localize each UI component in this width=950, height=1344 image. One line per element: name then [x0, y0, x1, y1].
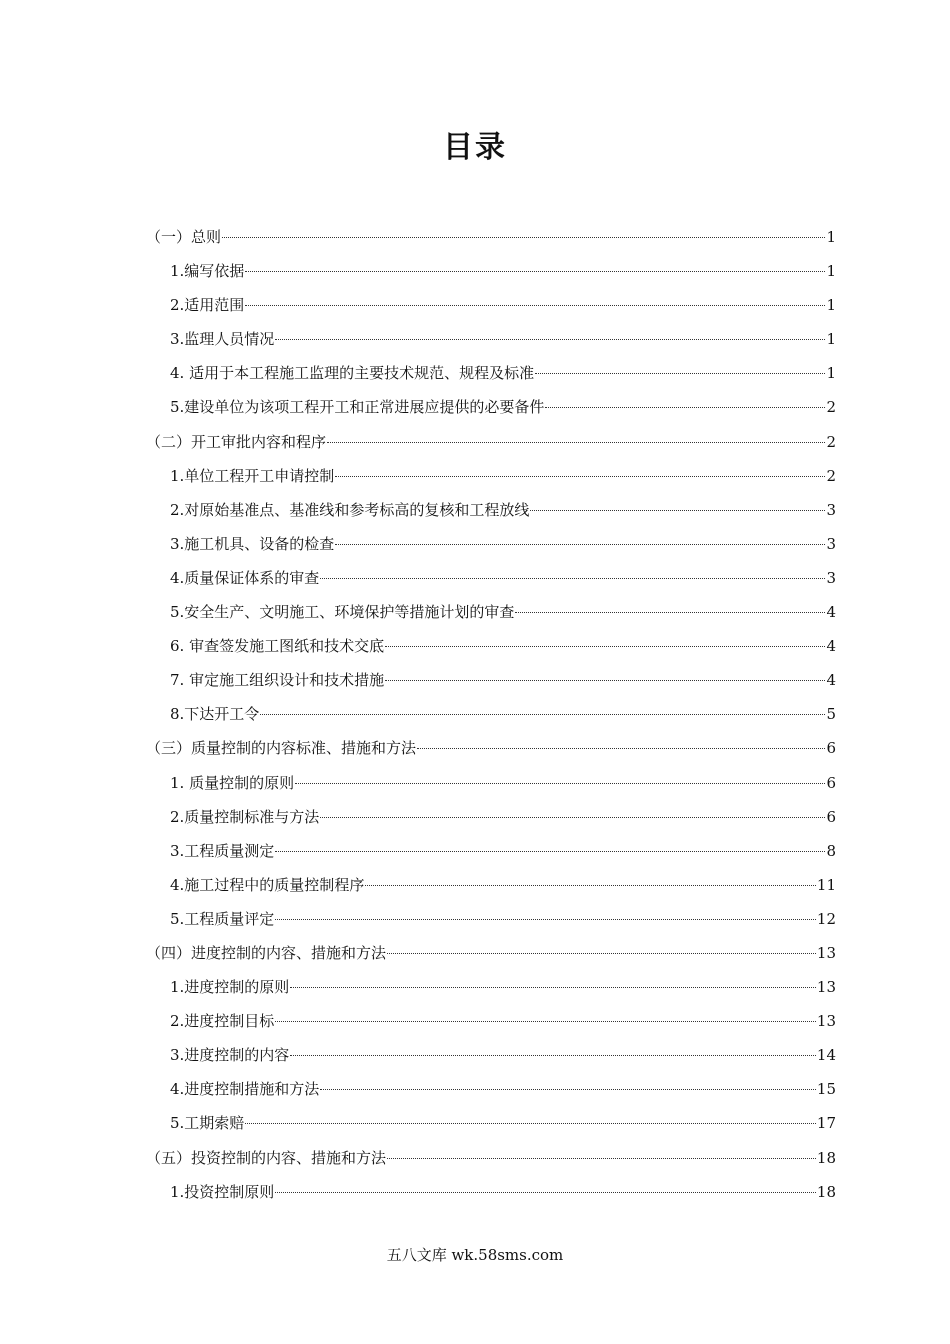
- toc-page-number: 13: [816, 943, 836, 962]
- toc-dot-leader: [290, 1055, 816, 1056]
- toc-section-entry[interactable]: [146, 938, 836, 972]
- toc-page-number: 13: [816, 1012, 836, 1031]
- toc-entry-label: 2.质量控制标准与方法: [170, 807, 320, 826]
- toc-subsection-entry[interactable]: [146, 1074, 836, 1108]
- table-of-contents: [146, 222, 836, 1211]
- toc-dot-leader: [515, 612, 825, 613]
- toc-dot-leader: [387, 1158, 816, 1159]
- toc-dot-leader: [245, 1123, 816, 1124]
- toc-subsection-entry[interactable]: [146, 836, 836, 870]
- toc-entry-label: 2.适用范围: [170, 296, 245, 315]
- toc-dot-leader: [335, 544, 825, 545]
- toc-section-entry[interactable]: [146, 222, 836, 256]
- toc-page-number: 5: [826, 705, 836, 724]
- toc-subsection-entry[interactable]: [146, 597, 836, 631]
- toc-dot-leader: [387, 953, 816, 954]
- toc-page-number: 18: [816, 1182, 836, 1201]
- toc-dot-leader: [417, 748, 825, 749]
- toc-subsection-entry[interactable]: [146, 1006, 836, 1040]
- toc-page-number: 4: [826, 637, 836, 656]
- toc-dot-leader: [222, 237, 825, 238]
- toc-dot-leader: [245, 305, 825, 306]
- toc-page-number: 6: [826, 773, 836, 792]
- toc-subsection-entry[interactable]: [146, 699, 836, 733]
- toc-dot-leader: [275, 1021, 816, 1022]
- toc-page-number: 1: [826, 330, 836, 349]
- toc-subsection-entry[interactable]: [146, 392, 836, 426]
- toc-subsection-entry[interactable]: [146, 802, 836, 836]
- toc-section-entry[interactable]: [146, 427, 836, 461]
- toc-page-number: 3: [826, 500, 836, 519]
- toc-entry-label: 1.编写依据: [170, 262, 245, 281]
- toc-page-number: 1: [826, 364, 836, 383]
- toc-page-number: 12: [816, 909, 836, 928]
- toc-dot-leader: [327, 442, 825, 443]
- toc-subsection-entry[interactable]: [146, 290, 836, 324]
- page-title: 目录: [443, 130, 507, 165]
- toc-page-number: 4: [826, 671, 836, 690]
- toc-entry-label: 2.对原始基准点、基准线和参考标高的复核和工程放线: [170, 500, 530, 519]
- toc-page-number: 1: [826, 296, 836, 315]
- toc-dot-leader: [275, 851, 825, 852]
- footer-text: 五八文库 wk.58sms.com: [386, 1246, 564, 1264]
- toc-entry-label: 4.质量保证体系的审查: [170, 568, 320, 587]
- toc-page-number: 6: [826, 739, 836, 758]
- toc-page-number: 11: [816, 875, 836, 894]
- toc-dot-leader: [385, 680, 825, 681]
- toc-entry-label: 8.下达开工令: [170, 705, 260, 724]
- toc-section-entry[interactable]: [146, 1143, 836, 1177]
- toc-entry-label: 1. 质量控制的原则: [170, 773, 295, 792]
- toc-entry-label: 4. 适用于本工程施工监理的主要技术规范、规程及标准: [170, 364, 535, 383]
- toc-entry-label: 5.工期索赔: [170, 1114, 245, 1133]
- toc-entry-label: 2.进度控制目标: [170, 1012, 275, 1031]
- toc-dot-leader: [365, 885, 816, 886]
- toc-subsection-entry[interactable]: [146, 324, 836, 358]
- toc-dot-leader: [275, 1192, 816, 1193]
- toc-entry-label: 3.施工机具、设备的检查: [170, 534, 335, 553]
- toc-subsection-entry[interactable]: [146, 256, 836, 290]
- toc-page-number: 17: [816, 1114, 836, 1133]
- toc-dot-leader: [290, 987, 816, 988]
- toc-subsection-entry[interactable]: [146, 495, 836, 529]
- toc-page-number: 18: [816, 1148, 836, 1167]
- toc-subsection-entry[interactable]: [146, 972, 836, 1006]
- toc-entry-label: 4.施工过程中的质量控制程序: [170, 875, 365, 894]
- toc-entry-label: 6. 审查签发施工图纸和技术交底: [170, 637, 385, 656]
- toc-entry-label: 3.工程质量测定: [170, 841, 275, 860]
- toc-section-entry[interactable]: [146, 733, 836, 767]
- toc-dot-leader: [295, 783, 825, 784]
- toc-entry-label: （一）总则: [146, 228, 222, 246]
- toc-entry-label: 1.进度控制的原则: [170, 978, 290, 997]
- toc-dot-leader: [545, 407, 825, 408]
- toc-dot-leader: [530, 510, 825, 511]
- toc-entry-label: 5.工程质量评定: [170, 909, 275, 928]
- toc-subsection-entry[interactable]: [146, 1108, 836, 1142]
- toc-subsection-entry[interactable]: [146, 665, 836, 699]
- toc-subsection-entry[interactable]: [146, 1040, 836, 1074]
- toc-subsection-entry[interactable]: [146, 563, 836, 597]
- toc-entry-label: 4.进度控制措施和方法: [170, 1080, 320, 1099]
- toc-subsection-entry[interactable]: [146, 870, 836, 904]
- toc-subsection-entry[interactable]: [146, 529, 836, 563]
- toc-entry-label: 1.投资控制原则: [170, 1182, 275, 1201]
- toc-page-number: 2: [826, 432, 836, 451]
- toc-dot-leader: [385, 646, 825, 647]
- toc-dot-leader: [535, 373, 825, 374]
- toc-dot-leader: [245, 271, 825, 272]
- toc-subsection-entry[interactable]: [146, 768, 836, 802]
- toc-subsection-entry[interactable]: [146, 461, 836, 495]
- toc-entry-label: （四）进度控制的内容、措施和方法: [146, 943, 387, 962]
- toc-entry-label: 5.建设单位为该项工程开工和正常进展应提供的必要备件: [170, 398, 545, 417]
- toc-entry-label: 1.单位工程开工申请控制: [170, 466, 335, 485]
- toc-page-number: 2: [826, 466, 836, 485]
- toc-subsection-entry[interactable]: [146, 904, 836, 938]
- toc-page-number: 6: [826, 807, 836, 826]
- toc-dot-leader: [335, 476, 825, 477]
- toc-page-number: 15: [816, 1080, 836, 1099]
- toc-entry-label: 5.安全生产、文明施工、环境保护等措施计划的审查: [170, 603, 515, 622]
- toc-dot-leader: [320, 578, 825, 579]
- toc-page-number: 14: [816, 1046, 836, 1065]
- toc-page-number: 3: [826, 534, 836, 553]
- toc-page-number: 2: [826, 398, 836, 417]
- toc-page-number: 13: [816, 978, 836, 997]
- toc-page-number: 1: [826, 228, 836, 246]
- toc-subsection-entry[interactable]: [146, 1177, 836, 1211]
- toc-dot-leader: [320, 1089, 816, 1090]
- toc-page-number: 3: [826, 568, 836, 587]
- toc-dot-leader: [275, 919, 816, 920]
- toc-entry-label: 3.监理人员情况: [170, 330, 275, 349]
- toc-dot-leader: [275, 339, 825, 340]
- toc-dot-leader: [320, 817, 825, 818]
- toc-entry-label: （二）开工审批内容和程序: [146, 432, 327, 451]
- toc-page-number: 8: [826, 841, 836, 860]
- toc-page-number: 1: [826, 262, 836, 281]
- toc-entry-label: 3.进度控制的内容: [170, 1046, 290, 1065]
- toc-subsection-entry[interactable]: [146, 631, 836, 665]
- toc-entry-label: 7. 审定施工组织设计和技术措施: [170, 671, 385, 690]
- toc-entry-label: （五）投资控制的内容、措施和方法: [146, 1148, 387, 1167]
- toc-entry-label: （三）质量控制的内容标准、措施和方法: [146, 739, 417, 758]
- toc-page-number: 4: [826, 603, 836, 622]
- toc-subsection-entry[interactable]: [146, 358, 836, 392]
- toc-dot-leader: [260, 714, 825, 715]
